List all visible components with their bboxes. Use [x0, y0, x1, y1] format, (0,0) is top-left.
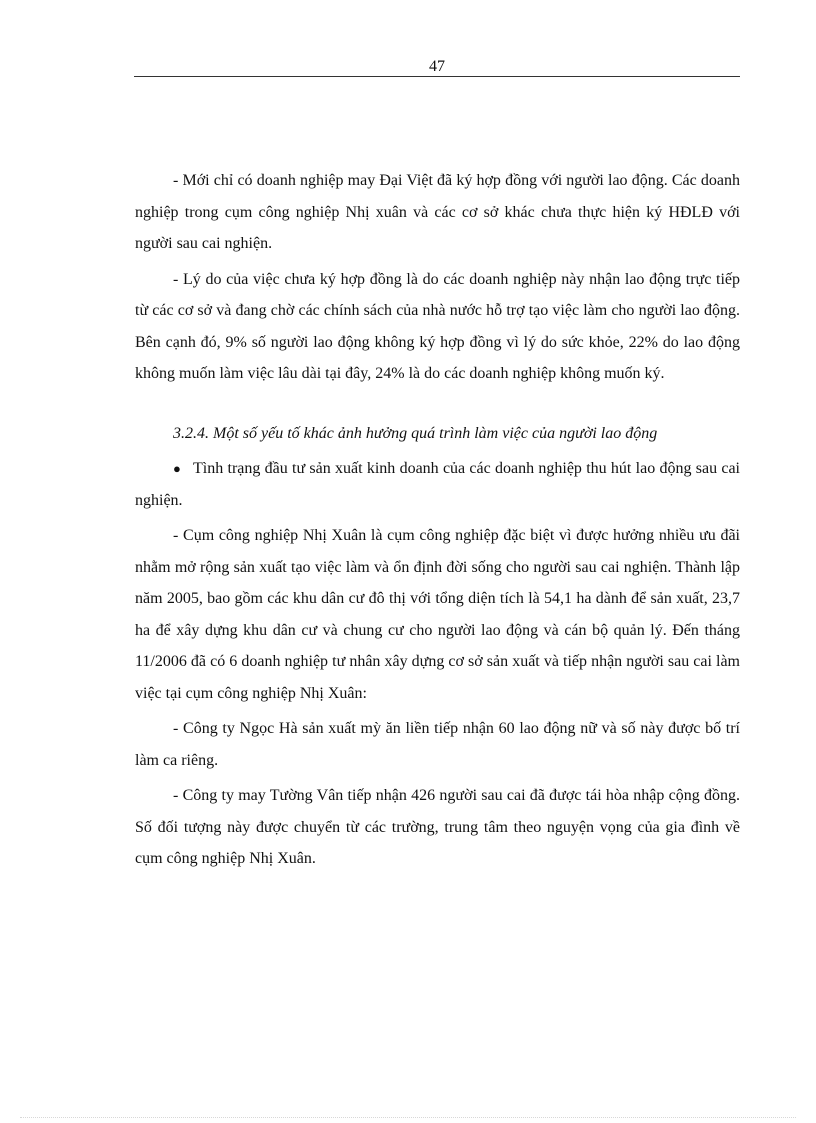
page-header — [134, 58, 740, 77]
bullet-item — [135, 453, 740, 516]
paragraph-tuong-van-company: - Công ty may Tường Vân tiếp nhận 426 người sau cai đã được tái hòa nhập cộng đồng. Số đối tượng này được chuyển từ các trường, trung tâm theo nguyện vọng của gia đình về cụm công nghiệp Nhị Xuân. — [135, 787, 740, 867]
bullet-text: Tình trạng đầu tư sản xuất kinh doanh của các doanh nghiệp thu hút lao động sau cai nghiện. — [135, 460, 740, 509]
footer-divider — [20, 1117, 796, 1118]
paragraph-contract-status: - Mới chỉ có doanh nghiệp may Đại Việt đã ký hợp đồng với người lao động. Các doanh nghiệp trong cụm công nghiệp Nhị xuân và các cơ sở khác chưa thực hiện ký HĐLĐ với người sau cai nghiện. — [135, 172, 740, 252]
section-heading: 3.2.4. Một số yếu tố khác ảnh hưởng quá trình làm việc của người lao động — [173, 424, 658, 442]
page-number: 47 — [429, 58, 445, 75]
paragraph-ngoc-ha-company: - Công ty Ngọc Hà sản xuất mỳ ăn liền tiếp nhận 60 lao động nữ và số này được bố trí làm ca riêng. — [135, 720, 740, 769]
document-body — [135, 165, 740, 879]
paragraph-industrial-cluster: - Cụm công nghiệp Nhị Xuân là cụm công nghiệp đặc biệt vì được hưởng nhiều ưu đãi nhằm mở rộng sản xuất tạo việc làm và ổn định đời sống cho người sau cai nghiện. Thành lập năm 2005, bao gồm các khu dân cư đô thị với tổng diện tích là 54,1 ha dành để sản xuất, 23,7 ha để xây dựng khu dân cư và chung cư cho người lao động và cán bộ quản lý. Đến tháng 11/2006 đã có 6 doanh nghiệp tư nhân xây dựng cơ sở sản xuất và tiếp nhận người sau cai làm việc tại cụm công nghiệp Nhị Xuân: — [135, 527, 740, 702]
bullet-icon: ● — [173, 461, 181, 476]
paragraph-contract-reasons: - Lý do của việc chưa ký hợp đồng là do các doanh nghiệp này nhận lao động trực tiếp từ các cơ sở và đang chờ các chính sách của nhà nước hỗ trợ tạo việc làm cho người lao động. Bên cạnh đó, 9% số người lao động không ký hợp đồng vì lý do sức khỏe, 22% do lao động không muốn làm việc lâu dài tại đây, 24% là do các doanh nghiệp không muốn ký. — [135, 270, 740, 382]
